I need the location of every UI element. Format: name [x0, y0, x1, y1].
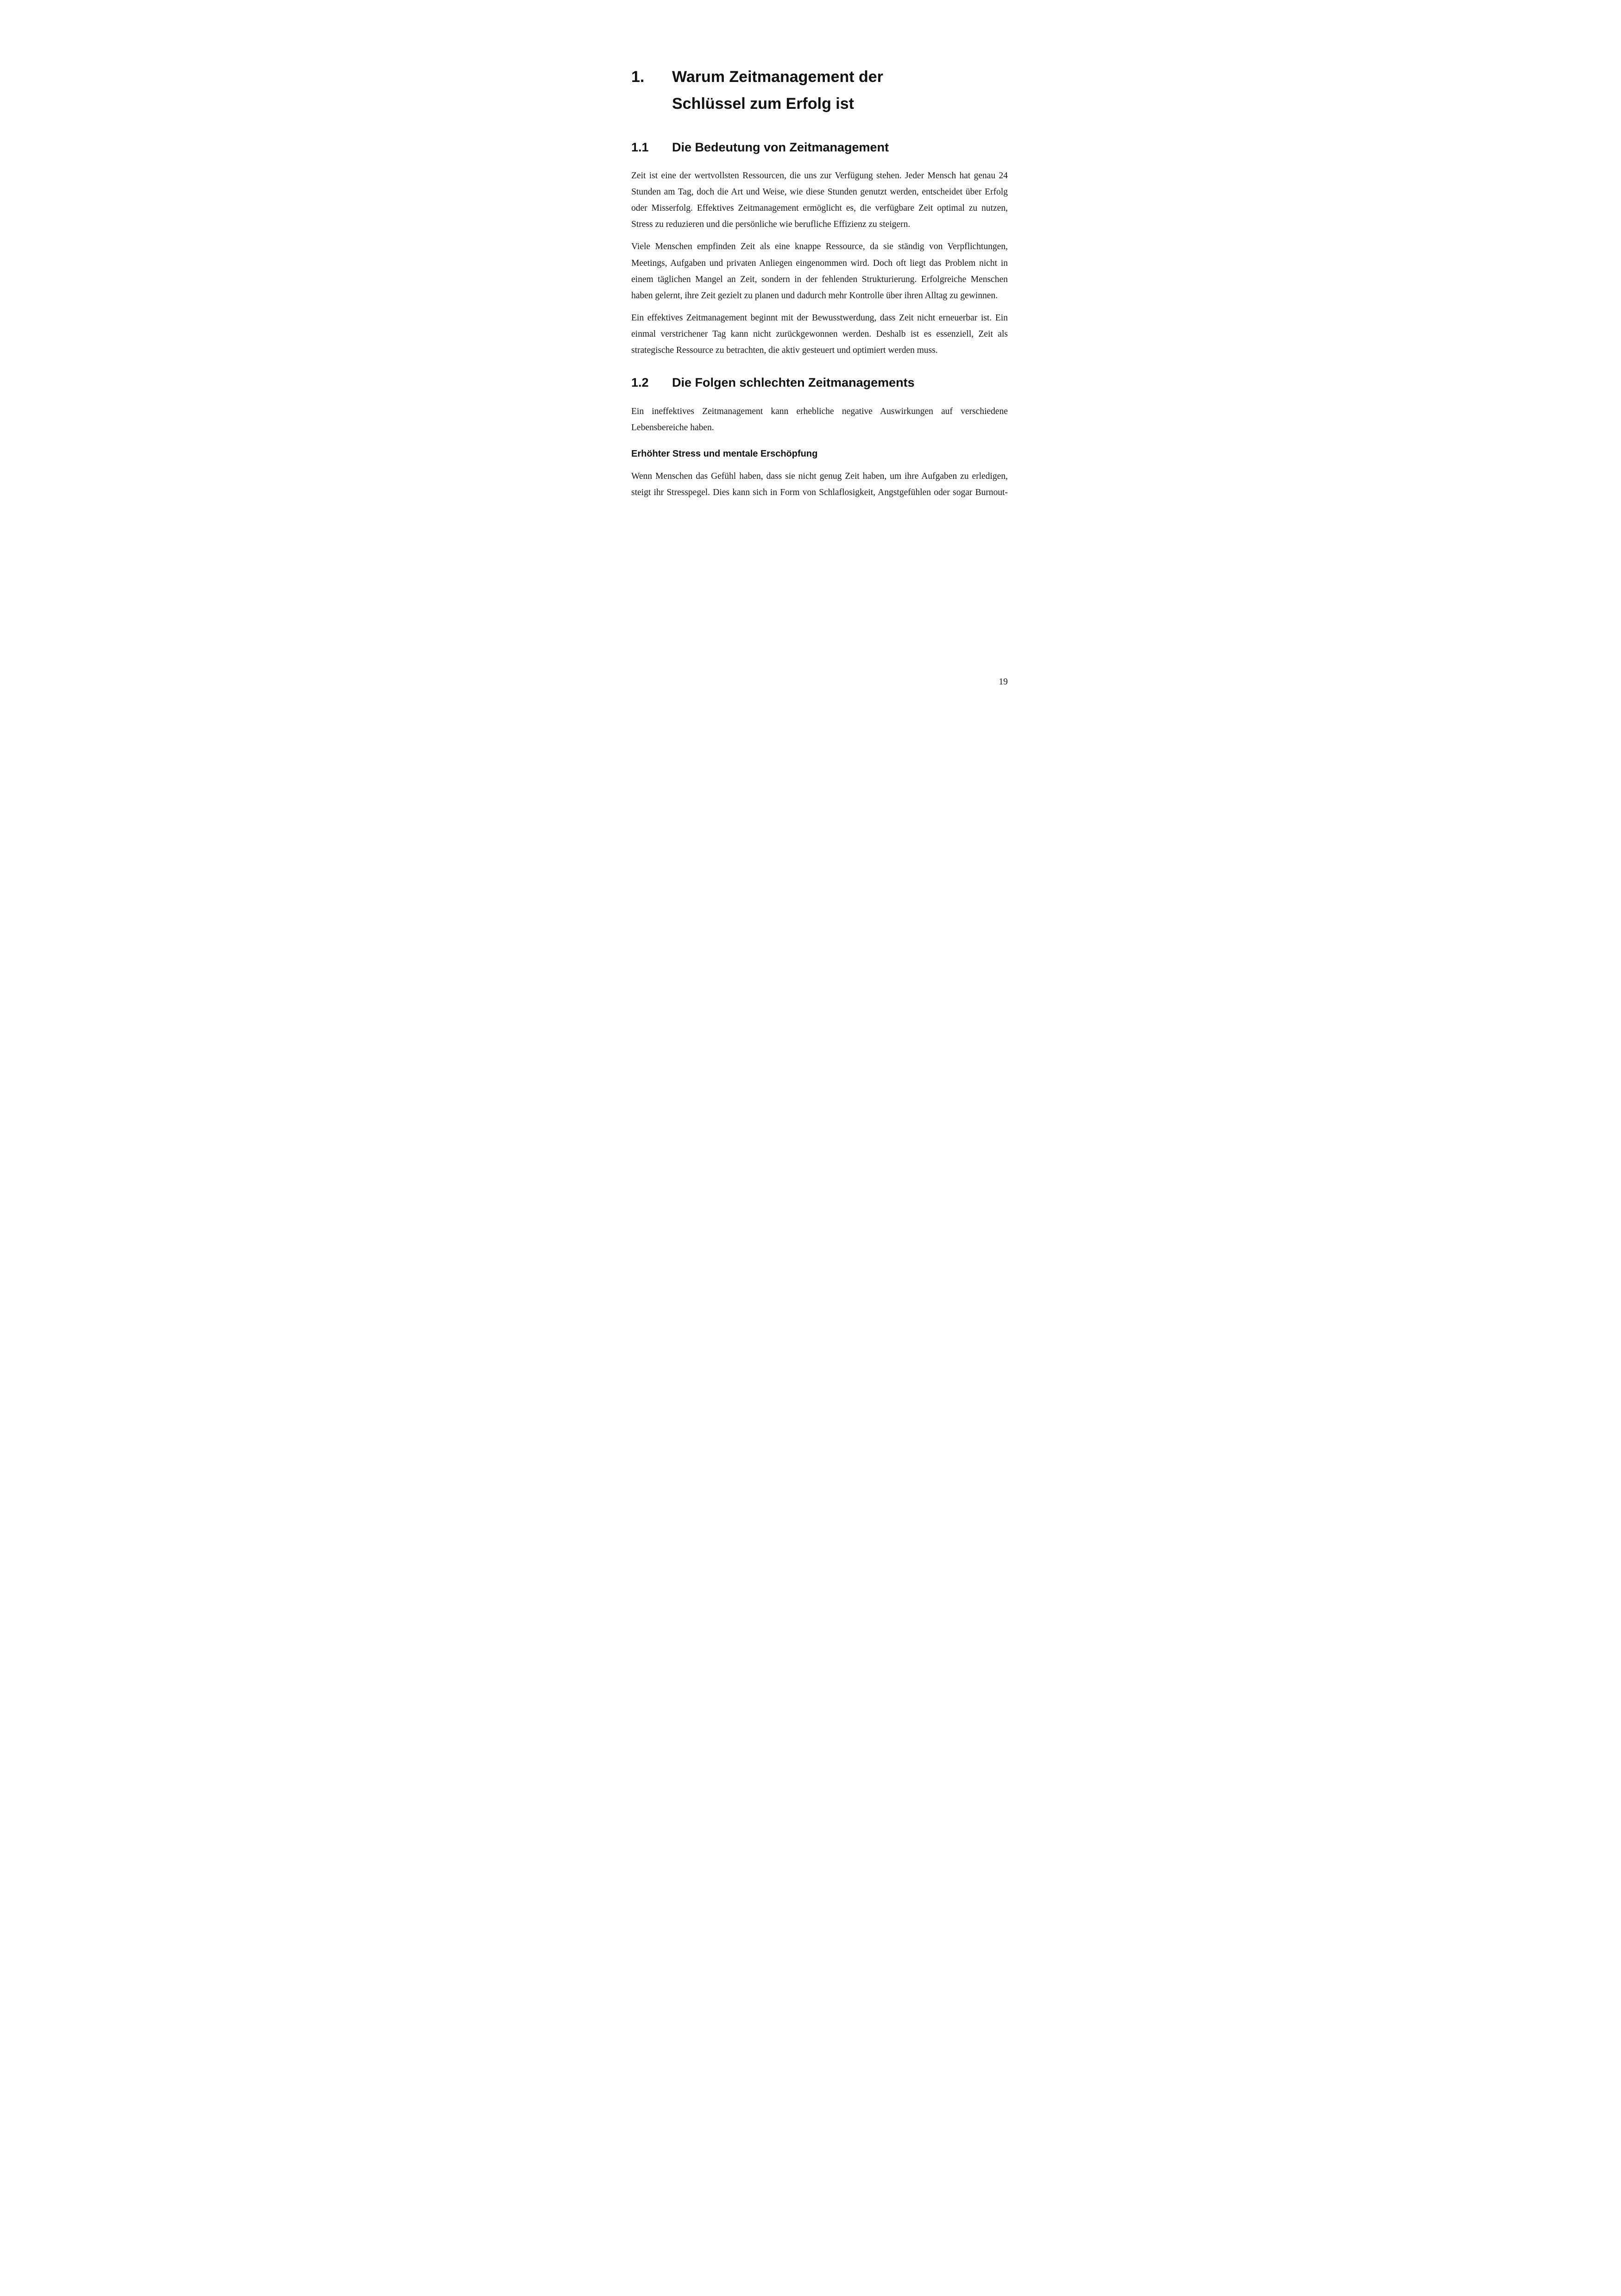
paragraph: Viele Menschen empfinden Zeit als eine knappe Ressource, da sie ständig von Verpflichtungen, Meetings, Aufgaben und privaten Anliegen eingenommen wird. Doch oft liegt das Problem nicht in einem täglichen Mangel an Zeit, sondern in der fehlenden Strukturierung. Erfolgreiche Menschen haben gelernt, ihre Zeit gezielt zu planen und dadurch mehr Kontrolle über ihren Alltag zu gewinnen.: [631, 242, 1008, 301]
paragraph: Zeit ist eine der wertvollsten Ressourcen, die uns zur Verfügung stehen. Jeder Mensch hat genau 24 Stunden am Tag, doch die Art und Weise, wie diese Stunden genutzt werden, entscheidet über Erfolg oder Misserfolg. Effektives Zeitmanagement ermöglicht es, die verfügbare Zeit optimal zu nutzen, Stress zu reduzieren und die persönliche wie berufliche Effizienz zu steigern.: [631, 171, 1008, 230]
subsection-heading: Erhöhter Stress und mentale Erschöpfung: [631, 448, 818, 459]
section-title: Die Folgen schlechten Zeitmanagements: [672, 376, 915, 390]
chapter-title: Warum Zeitmanagement der Schlüssel zum Erfolg ist: [672, 68, 883, 113]
chapter-number: 1.: [631, 68, 645, 86]
section-number: 1.2: [631, 376, 649, 390]
paragraph: Wenn Menschen das Gefühl haben, dass sie nicht genug Zeit haben, um ihre Aufgaben zu erledigen, steigt ihr Stresspegel. Dies kann sich in Form von Schlaflosigkeit, Angstgefühlen oder sogar Burnout-: [631, 471, 1008, 497]
chapter-heading: [631, 64, 1008, 118]
section-heading-1-2: [631, 374, 1008, 391]
paragraph: Ein effektives Zeitmanagement beginnt mit der Bewusstwerdung, dass Zeit nicht erneuerbar ist. Ein einmal verstrichener Tag kann nicht zurückgewonnen werden. Deshalb ist es essenziell, Zeit als strategische Ressource zu betrachten, die aktiv gesteuert und optimiert werden muss.: [631, 313, 1008, 355]
paragraph: Ein ineffektives Zeitmanagement kann erhebliche negative Auswirkungen auf verschiedene Lebensbereiche haben.: [631, 406, 1008, 433]
section-heading-1-1: [631, 139, 1008, 156]
document-page: [556, 0, 1065, 721]
section-number: 1.1: [631, 140, 649, 154]
section-title: Die Bedeutung von Zeitmanagement: [672, 140, 889, 154]
page-number: 19: [999, 677, 1008, 687]
